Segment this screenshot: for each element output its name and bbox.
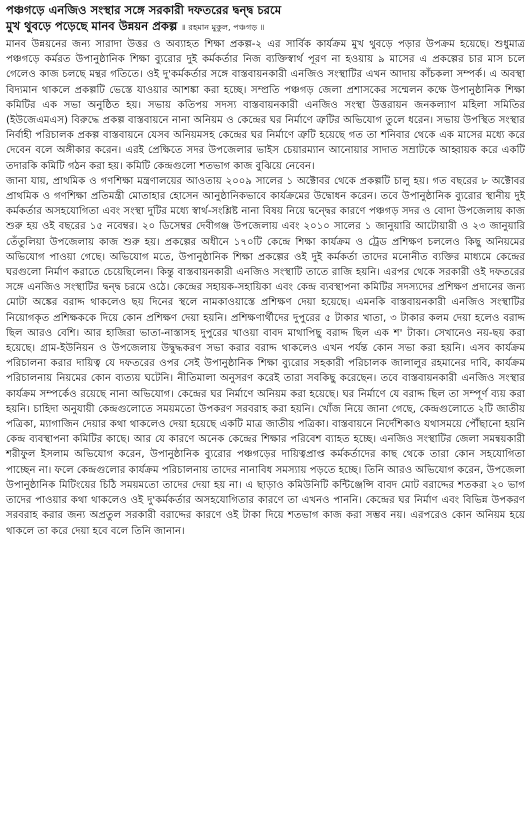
headline-row-2	[6, 18, 525, 35]
headline-line-2: মুখ থুবড়ে পড়েছে মানব উন্নয়ন প্রকল্প	[6, 19, 178, 33]
paragraph-2: জানা যায়, প্রাথমিক ও গণশিক্ষা মন্ত্রণালয়ের আওতায় ২০০৯ সালের ১ অক্টোবর থেকে প্রকল্পটি চালু হয়। গত বছরের ৮ অক্টোবর প্রাথমিক ও গণশিক্ষা প্রতিমন্ত্রী মোতাহার হোসেন আনুষ্ঠানিকভাবে কার্যক্রমের উদ্বোধন করেন। তবে উপানুষ্ঠানিক ব্যুরোর স্থানীয় দুই কর্মকর্তার অসহযোগিতা এবং সংস্থা দুটির মধ্যে স্বার্থ-সংশ্লিষ্ট নানা বিষয় নিয়ে দ্বন্দ্বের কারণে পঞ্চগড় সদর ও বোদা উপজেলায় কাজ শুরু হয় ওই বছরের ১৫ নবেম্বর। ২০ ডিসেম্বর দেবীগঞ্জ উপজেলায় এবং ২০১০ সালের ১ জানুয়ারি আটোয়ারী ও ২৩ জানুয়ারি তেঁতুলিয়া উপজেলায় কাজ শুরু হয়। প্রকল্পের অধীনে ১৭০টি কেন্দ্রে শিক্ষা কার্যক্রম ও ট্রেড প্রশিক্ষণ চললেও কিছু অনিয়মের অভিযোগ পাওয়া গেছে। অভিযোগ মতে, উপানুষ্ঠানিক শিক্ষা প্রকল্পের ওই দুই কর্মকর্তা তাদের মনোনীত ব্যক্তির মাধ্যমে কেন্দ্রের ঘরগুলো নির্মাণ করাতে চেয়েছিলেন। কিন্তু বাস্তবায়নকারী এনজিও সংস্থাটি তাতে রাজি হয়নি। এরপর থেকে সরকারী ওই দফতরের সঙ্গে এনজিও সংস্থাটির দ্বন্দ্ব চরমে ওঠে। কেন্দ্রের সহায়ক-সহায়িকা এবং কেন্দ্র ব্যবস্থাপনা কমিটির সদস্যদের প্রশিক্ষণ প্রদানের জন্য মোটা অঙ্কের বরাদ্দ থাকলেও ছয় দিনের স্থলে নামকাওয়াস্তে প্রশিক্ষণ দেয়া হয়েছে। এমনকি বাস্তবায়নকারী এনজিও সংস্থাটির নিয়োগকৃত প্রশিক্ষককে দিয়ে কোন প্রশিক্ষণ দেয়া হয়নি। প্রশিক্ষণার্থীদের দুপুরের ৫ টাকার খাতা, ৩ টাকার কলম দেয়া হলেও বরাদ্দ ছিল আরও বেশি। আর হাজিরা ভাতা-নাস্তাসহ দুপুরের খাওয়া বাবদ মাথাপিছু বরাদ্দ ছিল এক শ' টাকা। সেখানেও নয়-ছয় করা হয়েছে। গ্রাম-ইউনিয়ন ও উপজেলায় উদ্বুদ্ধকরণ সভা করার বরাদ্দ থাকলেও এখন পর্যন্ত কোন সভা করা হয়নি। এসব কার্যক্রম পরিচালনা করার দায়িত্ব যে দফতরের ওপর সেই উপানুষ্ঠানিক শিক্ষা ব্যুরোর সহকারী পরিচালক জালালুর রহমানের দাবি, কার্যক্রম পরিচালনায় নিয়মের কোন ব্যত্যয় ঘটেনি। নীতিমালা অনুসরণ করেই তারা সবকিছু করেছেন। তবে বাস্তবায়নকারী এনজিও সংস্থার কার্যক্রম সম্পর্কেও রয়েছে নানা অভিযোগ। কেন্দ্রের ঘর নির্মাণে অনিয়ম করা হয়েছে। ঘর নির্মাণে যে বরাদ্দ ছিল তা সম্পূর্ণ ব্যয় করা হয়নি। চাহিদা অনুযায়ী কেন্দ্রগুলোতে সময়মতো উপকরণ সরবরাহ করা হয়নি। খোঁজ নিয়ে জানা গেছে, কেন্দ্রগুলোতে ২টি জাতীয় পত্রিকা, ম্যাগাজিন দেয়ার কথা থাকলেও দেয়া হয়েছে একটি মাত্র জাতীয় পত্রিকা। বাস্তবায়নে নির্দেশিকাও যথাসময়ে পৌঁছানো হয়নি কেন্দ্র ব্যবস্থাপনা কমিটির কাছে। আর যে কারণে অনেক কেন্দ্রের শিক্ষার পরিবেশ ব্যাহত হচ্ছে। এনজিও সংস্থাটির জেলা সমন্বয়কারী শরীফুল ইসলাম অভিযোগ করেন, উপানুষ্ঠানিক ব্যুরোর পঞ্চগড়ের দায়িত্বপ্রাপ্ত কর্মকর্তাদের কাছ থেকে তারা কোন সহযোগিতা পাচ্ছেন না। ফলে কেন্দ্রগুলোর কার্যক্রম পরিচালনায় তাদের নানাবিধ সমস্যায় পড়তে হচ্ছে। তিনি আরও অভিযোগ করেন, উপজেলা উপানুষ্ঠানিক মিটিংয়ের চিঠি সময়মতো তাদের দেয়া হয় না। এ ছাড়াও কমিউনিটি কন্টিঞ্জেন্সি বাবদ মোট বরাদ্দের শতকরা ২০ ভাগ তাদের পাওয়ার কথা থাকলেও ওই দু'কর্মকর্তার অসহযোগিতার কারণে তা এখনও পাননি। কেন্দ্রের ঘর নির্মাণ এবং বিভিন্ন উপকরণ সরবরাহ করার জন্য অপ্রতুল সরকারী বরাদ্দের কারণে ওই টাকা দিয়ে শতভাগ কাজ করা সম্ভব নয়। এরপরেও কোন অনিয়ম হয়ে থাকলে তা করে দেয়া হবে বলে তিনি জানান।	[6, 175, 525, 537]
headline-line-1: পঞ্চগড়ে এনজিও সংস্থার সঙ্গে সরকারী দফতরের দ্বন্দ্ব চরমে	[6, 3, 282, 17]
byline: ॥ রহমান মুকুল, পঞ্চগড় ॥	[181, 22, 265, 32]
paragraph-1: মানব উন্নয়নের জন্য সারাদা উত্তর ও অব্যাহত শিক্ষা প্রকল্প-২ এর সার্বিক কার্যক্রম মুখ থুবড়ে পড়ার উপক্রম হয়েছে। শুধুমাত্র পঞ্চগড়ে কর্মরত উপানুষ্ঠানিক শিক্ষা ব্যুরোর দুই কর্মকর্তার নিজ ব্যক্তিস্বার্থ পূরণ না হওয়ায় ৯ মাসের এ প্রকল্পের চার মাস চলে গেলেও কাজ চলছে মন্থর গতিতে। ওই দু'কর্মকর্তার সঙ্গে বাস্তবায়নকারী এনজিও সংস্থাটির এখন আদায় কাঁচকলা সম্পর্ক। এ অবস্থা বিদ্যমান থাকলে প্রকল্পটি ভেস্তে যাওয়ার আশঙ্কা করা হচ্ছে। সম্প্রতি পঞ্চগড় জেলা প্রশাসকের সম্মেলন কক্ষে উপানুষ্ঠানিক শিক্ষা কমিটির এক সভা অনুষ্ঠিত হয়। সভায় কতিপয় সদস্য বাস্তবায়নকারী এনজিও সংস্থা উত্তরায়ন জনকল্যাণ মহিলা সমিতির (ইউজেএমএস) বিরুদ্ধে প্রকল্প বাস্তবায়নে নানা অনিয়ম ও কেন্দ্রের ঘর নির্মাণে ত্রুটির অভিযোগ তুলে ধরেন। সভায় উপস্থিত সংস্থার নির্বাহী পরিচালক প্রকল্প বাস্তবায়নে যেসব অনিয়মসহ কেন্দ্রের ঘর নির্মাণে ত্রুটি হয়েছে গত তা শনিবার থেকে এক মাসের মধ্যে করে দেবেন বলে অঙ্গীকার করেন। এরই প্রেক্ষিতে সদর উপজেলার ভাইস চেয়ারম্যান আনোয়ার সাদাত সম্রাটকে আহ্বায়ক করে একটি তদারকি কমিটি গঠন করা হয়। কমিটি কেন্দ্রগুলো শতভাগ কাজ বুঝিয়ে নেবেন।	[6, 39, 525, 172]
article-body	[6, 37, 525, 539]
